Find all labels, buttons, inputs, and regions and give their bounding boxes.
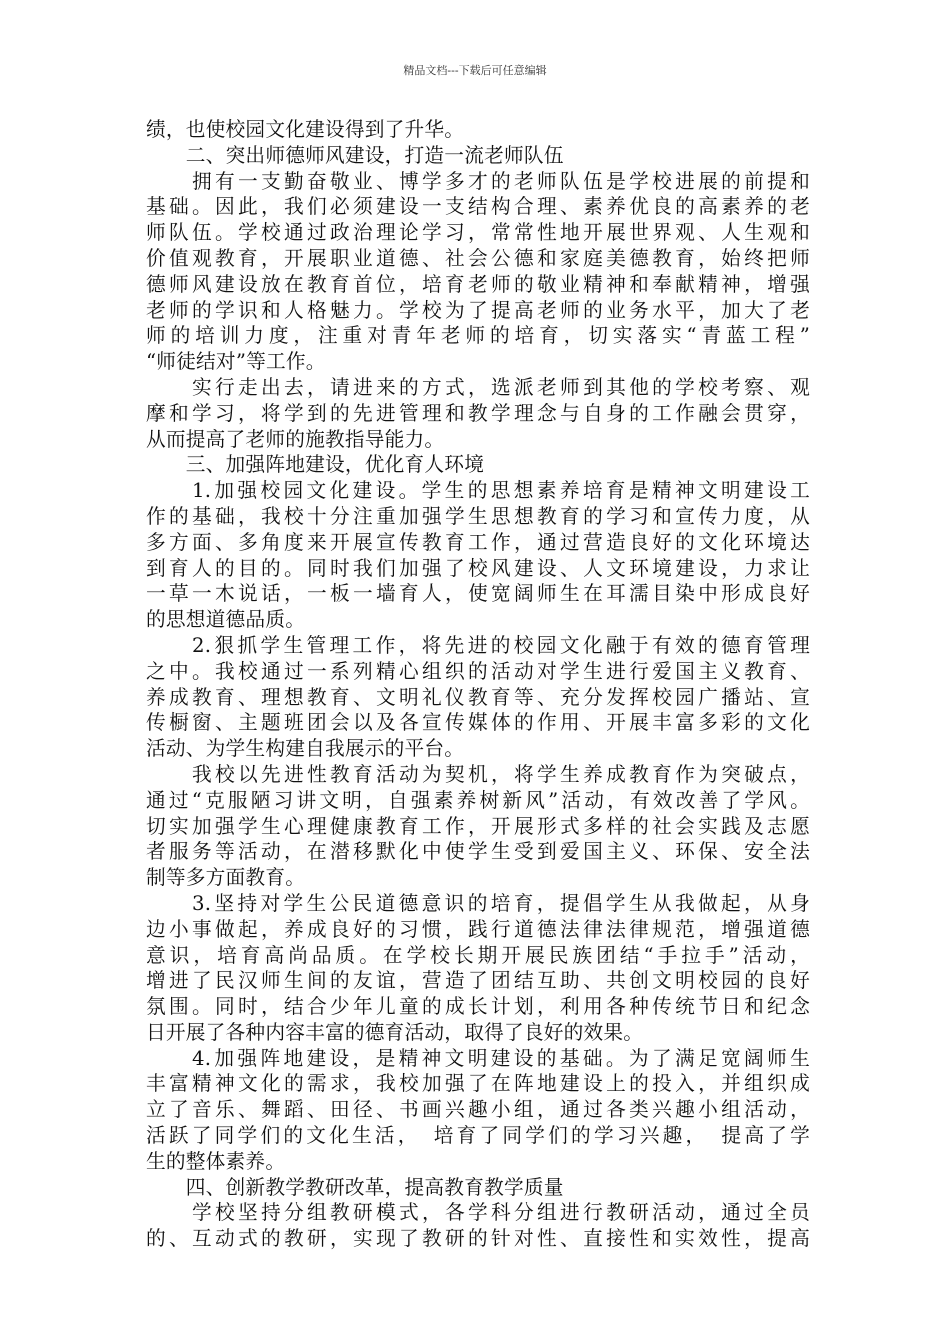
text-line: 学校坚持分组教研模式，各学科分组进行教研活动，通过全员	[146, 1201, 810, 1225]
text-line: 的、互动式的教研，实现了教研的针对性、直接性和实效性，提高	[146, 1227, 810, 1251]
text-line: 师的培训力度，注重对青年老师的培育，切实落实“青蓝工程”	[146, 324, 810, 348]
text-line: 立了音乐、舞蹈、田径、书画兴趣小组，通过各类兴趣小组活动，	[146, 1098, 810, 1122]
text-line: 氛围。同时，结合少年儿童的成长计划，利用各种传统节日和纪念	[146, 995, 810, 1019]
text-line: 1.加强校园文化建设。学生的思想素养培育是精神文明建设工	[146, 479, 810, 503]
text-line: 切实加强学生心理健康教育工作，开展形式多样的社会实践及志愿	[146, 814, 810, 838]
text-line: 价值观教育，开展职业道德、社会公德和家庭美德教育，始终把师	[146, 246, 810, 270]
text-line: 活动、为学生构建自我展示的平台。	[146, 737, 465, 761]
text-line: 的思想道德品质。	[146, 608, 306, 632]
text-line: 养成教育、理想教育、文明礼仪教育等、充分发挥校园广播站、宣	[146, 685, 810, 709]
document-body	[146, 117, 810, 1252]
text-line: 边小事做起，养成良好的习惯，践行道德法律法律规范，增强道德	[146, 917, 810, 941]
text-line: 基础。因此，我们必须建设一支结构合理、素养优良的高素养的老	[146, 195, 810, 219]
text-line: 之中。我校通过一系列精心组织的活动对学生进行爱国主义教育、	[146, 659, 810, 683]
text-line: 绩，也使校园文化建设得到了升华。	[146, 118, 465, 141]
text-line: 活跃了同学们的文化生活， 培育了同学们的学习兴趣， 提高了学	[146, 1124, 810, 1148]
text-line: 一草一木说话，一板一墙育人，使宽阔师生在耳濡目染中形成良好	[146, 582, 810, 606]
text-line: 二、突出师德师风建设，打造一流老师队伍	[146, 143, 564, 167]
text-line: 作的基础，我校十分注重加强学生思想教育的学习和宣传力度，从	[146, 504, 810, 528]
text-line: 3.坚持对学生公民道德意识的培育，提倡学生从我做起，从身	[146, 891, 810, 915]
text-line: 者服务等活动，在潜移默化中使学生受到爱国主义、环保、安全法	[146, 840, 810, 864]
text-line: 师队伍。学校通过政治理论学习，常常性地开展世界观、人生观和	[146, 221, 810, 245]
text-line: 多方面、多角度来开展宣传教育工作，通过营造良好的文化环境达	[146, 530, 810, 554]
text-line: 德师风建设放在教育首位，培育老师的敬业精神和奉献精神，增强	[146, 272, 810, 296]
text-line: 丰富精神文化的需求，我校加强了在阵地建设上的投入，并组织成	[146, 1072, 810, 1096]
text-line: 制等多方面教育。	[146, 866, 306, 890]
text-line: 增进了民汉师生间的友谊，营造了团结互助、共创文明校园的良好	[146, 969, 810, 993]
text-line: 生的整体素养。	[146, 1149, 286, 1173]
text-line: 实行走出去，请进来的方式，选派老师到其他的学校考察、观	[146, 375, 810, 399]
text-line: 摩和学习，将学到的先进管理和教学理念与自身的工作融会贯穿，	[146, 401, 810, 425]
text-line: 意识，培育高尚品质。在学校长期开展民族团结“手拉手”活动，	[146, 943, 810, 967]
text-line: 到育人的目的。同时我们加强了校风建设、人文环境建设，力求让	[146, 556, 810, 580]
text-line: 老师的学识和人格魅力。学校为了提高老师的业务水平，加大了老	[146, 298, 810, 322]
text-line: 通过“克服陋习讲文明，自强素养树新风”活动，有效改善了学风。	[146, 788, 810, 812]
text-line: 从而提高了老师的施教指导能力。	[146, 427, 445, 451]
text-line: 传橱窗、主题班团会以及各宣传媒体的作用、开展丰富多彩的文化	[146, 711, 810, 735]
text-line: 4.加强阵地建设，是精神文明建设的基础。为了满足宽阔师生	[146, 1046, 810, 1070]
text-line: 2.狠抓学生管理工作，将先进的校园文化融于有效的德育管理	[146, 633, 810, 657]
text-line: 三、加强阵地建设，优化育人环境	[146, 453, 485, 477]
page-header: 精品文档---下载后可任意编辑	[403, 64, 547, 77]
text-line: “师徒结对”等工作。	[146, 350, 326, 374]
text-line: 我校以先进性教育活动为契机，将学生养成教育作为突破点，	[146, 762, 810, 786]
text-line: 四、创新教学教研改革，提高教育教学质量	[146, 1175, 564, 1199]
text-line: 拥有一支勤奋敬业、博学多才的老师队伍是学校进展的前提和	[146, 169, 810, 193]
text-line: 日开展了各种内容丰富的德育活动，取得了良好的效果。	[146, 1020, 644, 1044]
